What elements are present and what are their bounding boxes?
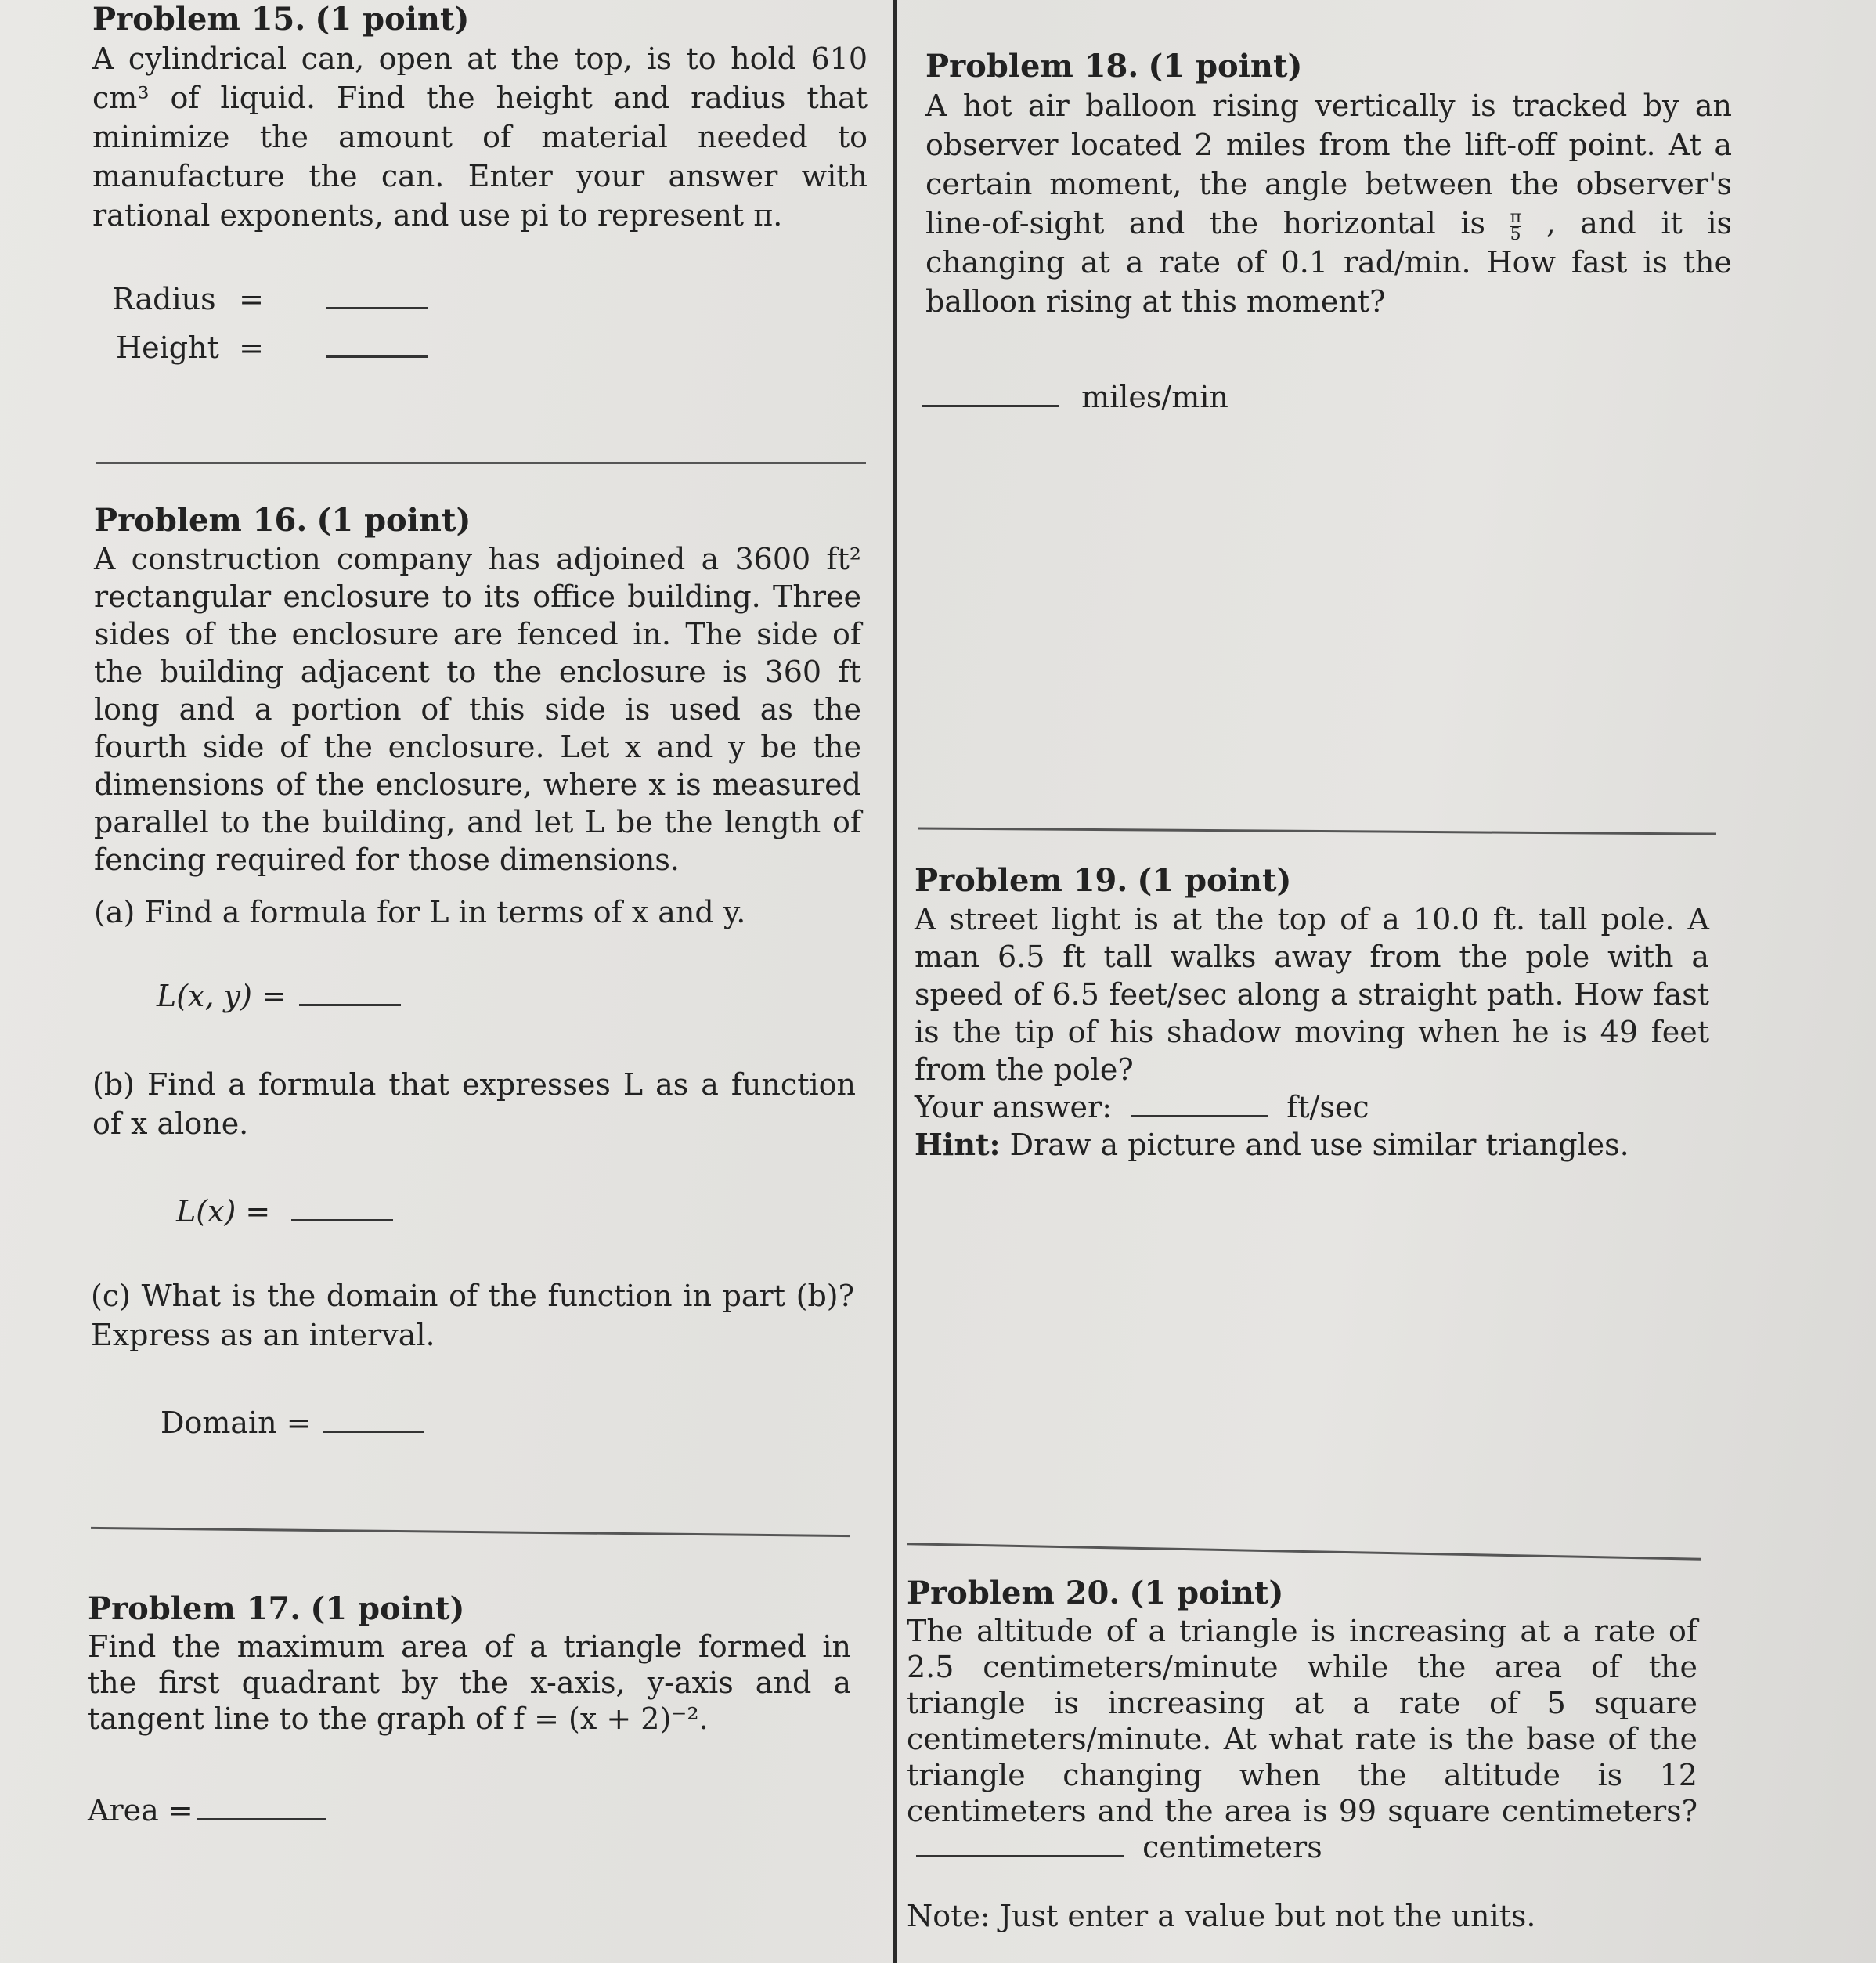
hint-label: Hint: xyxy=(915,1127,1001,1162)
problem-19 xyxy=(915,861,1709,1164)
problem-18-points: (1 point) xyxy=(1148,48,1303,85)
problem-17-points: (1 point) xyxy=(310,1590,465,1627)
problem-17 xyxy=(88,1590,851,1737)
radius-label: Radius xyxy=(112,282,216,316)
problem-15-title: Problem 15. xyxy=(92,1,306,38)
problem-20-title: Problem 20. xyxy=(907,1575,1120,1611)
base-rate-answer-blank[interactable] xyxy=(916,1831,1124,1857)
base-rate-unit: centimeters xyxy=(1142,1830,1322,1864)
part-a-text: (a) Find a formula for L in terms of x and y. xyxy=(94,895,746,929)
domain-answer-blank[interactable] xyxy=(323,1407,424,1433)
separator-19-20 xyxy=(907,1543,1701,1560)
separator-15-16 xyxy=(96,462,866,464)
problem-18 xyxy=(925,47,1732,321)
part-c-label: Domain = xyxy=(161,1405,312,1440)
problem-16-part-c xyxy=(91,1276,854,1355)
problem-16 xyxy=(94,501,861,879)
problem-15 xyxy=(92,0,868,235)
problem-16-text: A construction company has adjoined a 3600 ft² rectangular enclosure to its office building. Three sides of the enclosure are fenced in. The side of the building adjacent to the enclosure is 360 ft long and a portion of this side is used as the fourth side of the enclosure. Let x and y be the dimensions of the enclosure, where x is measured parallel to the building, and let L be the length of fencing required for those dimensions. xyxy=(94,542,861,877)
angle-numerator: π xyxy=(1510,207,1522,227)
problem-19-text: A street light is at the top of a 10.0 ft. tall pole. A man 6.5 ft tall walks away from the pole with a speed of 6.5 feet/sec along a straight path. How fast is the tip of his shadow moving when he is 49 feet from the pole? xyxy=(915,902,1709,1087)
radius-equals: = xyxy=(239,282,264,316)
height-row xyxy=(116,330,428,365)
shadow-answer-blank[interactable] xyxy=(1131,1092,1268,1117)
your-answer-label: Your answer: xyxy=(915,1090,1112,1124)
radius-answer-blank[interactable] xyxy=(326,283,428,309)
problem-18-text-after: , and it is changing at a rate of 0.1 rad/min. How fast is the balloon rising at this moment? xyxy=(925,206,1732,319)
problem-16-part-b xyxy=(92,1065,856,1143)
separator-16-17 xyxy=(91,1527,850,1537)
hint-text: Draw a picture and use similar triangles. xyxy=(1009,1128,1629,1162)
part-b-text: (b) Find a formula that expresses L as a function of x alone. xyxy=(92,1067,856,1141)
problem-18-title: Problem 18. xyxy=(925,48,1139,85)
balloon-answer-row xyxy=(922,380,1228,414)
part-b-answer-blank[interactable] xyxy=(291,1196,393,1221)
problem-19-title: Problem 19. xyxy=(915,862,1128,899)
area-label: Area = xyxy=(88,1793,193,1828)
problem-19-points: (1 point) xyxy=(1137,862,1292,899)
radius-row xyxy=(112,282,428,316)
area-answer-row xyxy=(88,1793,326,1828)
problem-15-points: (1 point) xyxy=(315,1,470,38)
problem-16-part-a xyxy=(94,893,861,932)
part-c-text: (c) What is the domain of the function in part (b)? Express as an interval. xyxy=(91,1279,854,1352)
problem-20-text: The altitude of a triangle is increasing at a rate of 2.5 centimeters/minute while the area of the triangle is increasing at a rate of 5 square centimeters/minute. At what rate is the base of the triangle changing when the altitude is 12 centimeters and the area is 99 square centimeters? xyxy=(907,1614,1697,1828)
problem-18-text-before: A hot air balloon rising vertically is tracked by an observer located 2 miles from the lift-off point. At a certain moment, the angle between the observer's line-of-sight and the horizontal is xyxy=(925,88,1732,240)
part-c-answer-row xyxy=(161,1405,424,1440)
problem-17-title: Problem 17. xyxy=(88,1590,301,1627)
balloon-unit: miles/min xyxy=(1081,380,1228,414)
balloon-answer-blank[interactable] xyxy=(922,381,1059,407)
problem-16-title: Problem 16. xyxy=(94,502,308,539)
height-equals: = xyxy=(239,330,264,365)
problem-20-points: (1 point) xyxy=(1129,1575,1284,1611)
problem-16-points: (1 point) xyxy=(316,502,471,539)
problem-17-text: Find the maximum area of a triangle formed in the first quadrant by the x-axis, y-axis and a tangent line to the graph of f = (x + 2)⁻². xyxy=(88,1629,851,1736)
part-a-answer-row xyxy=(157,979,401,1013)
problem-20 xyxy=(907,1574,1697,1936)
part-a-label: L(x, y) = xyxy=(157,979,287,1013)
part-a-answer-blank[interactable] xyxy=(299,980,401,1006)
part-b-answer-row xyxy=(176,1194,393,1229)
column-divider xyxy=(893,0,897,1963)
part-b-label: L(x) = xyxy=(176,1194,271,1229)
angle-denominator: 5 xyxy=(1510,224,1521,244)
problem-15-text: A cylindrical can, open at the top, is to hold 610 cm³ of liquid. Find the height and radius that minimize the amount of material needed to manufacture the can. Enter your answer with rational exponents, and use pi to represent π. xyxy=(92,41,868,233)
shadow-unit: ft/sec xyxy=(1286,1090,1369,1124)
angle-fraction xyxy=(1510,207,1522,244)
height-answer-blank[interactable] xyxy=(326,332,428,358)
separator-18-19 xyxy=(918,827,1716,835)
problem-20-note: Note: Just enter a value but not the units. xyxy=(907,1899,1536,1933)
area-answer-blank[interactable] xyxy=(197,1795,326,1820)
height-label: Height xyxy=(116,330,219,365)
